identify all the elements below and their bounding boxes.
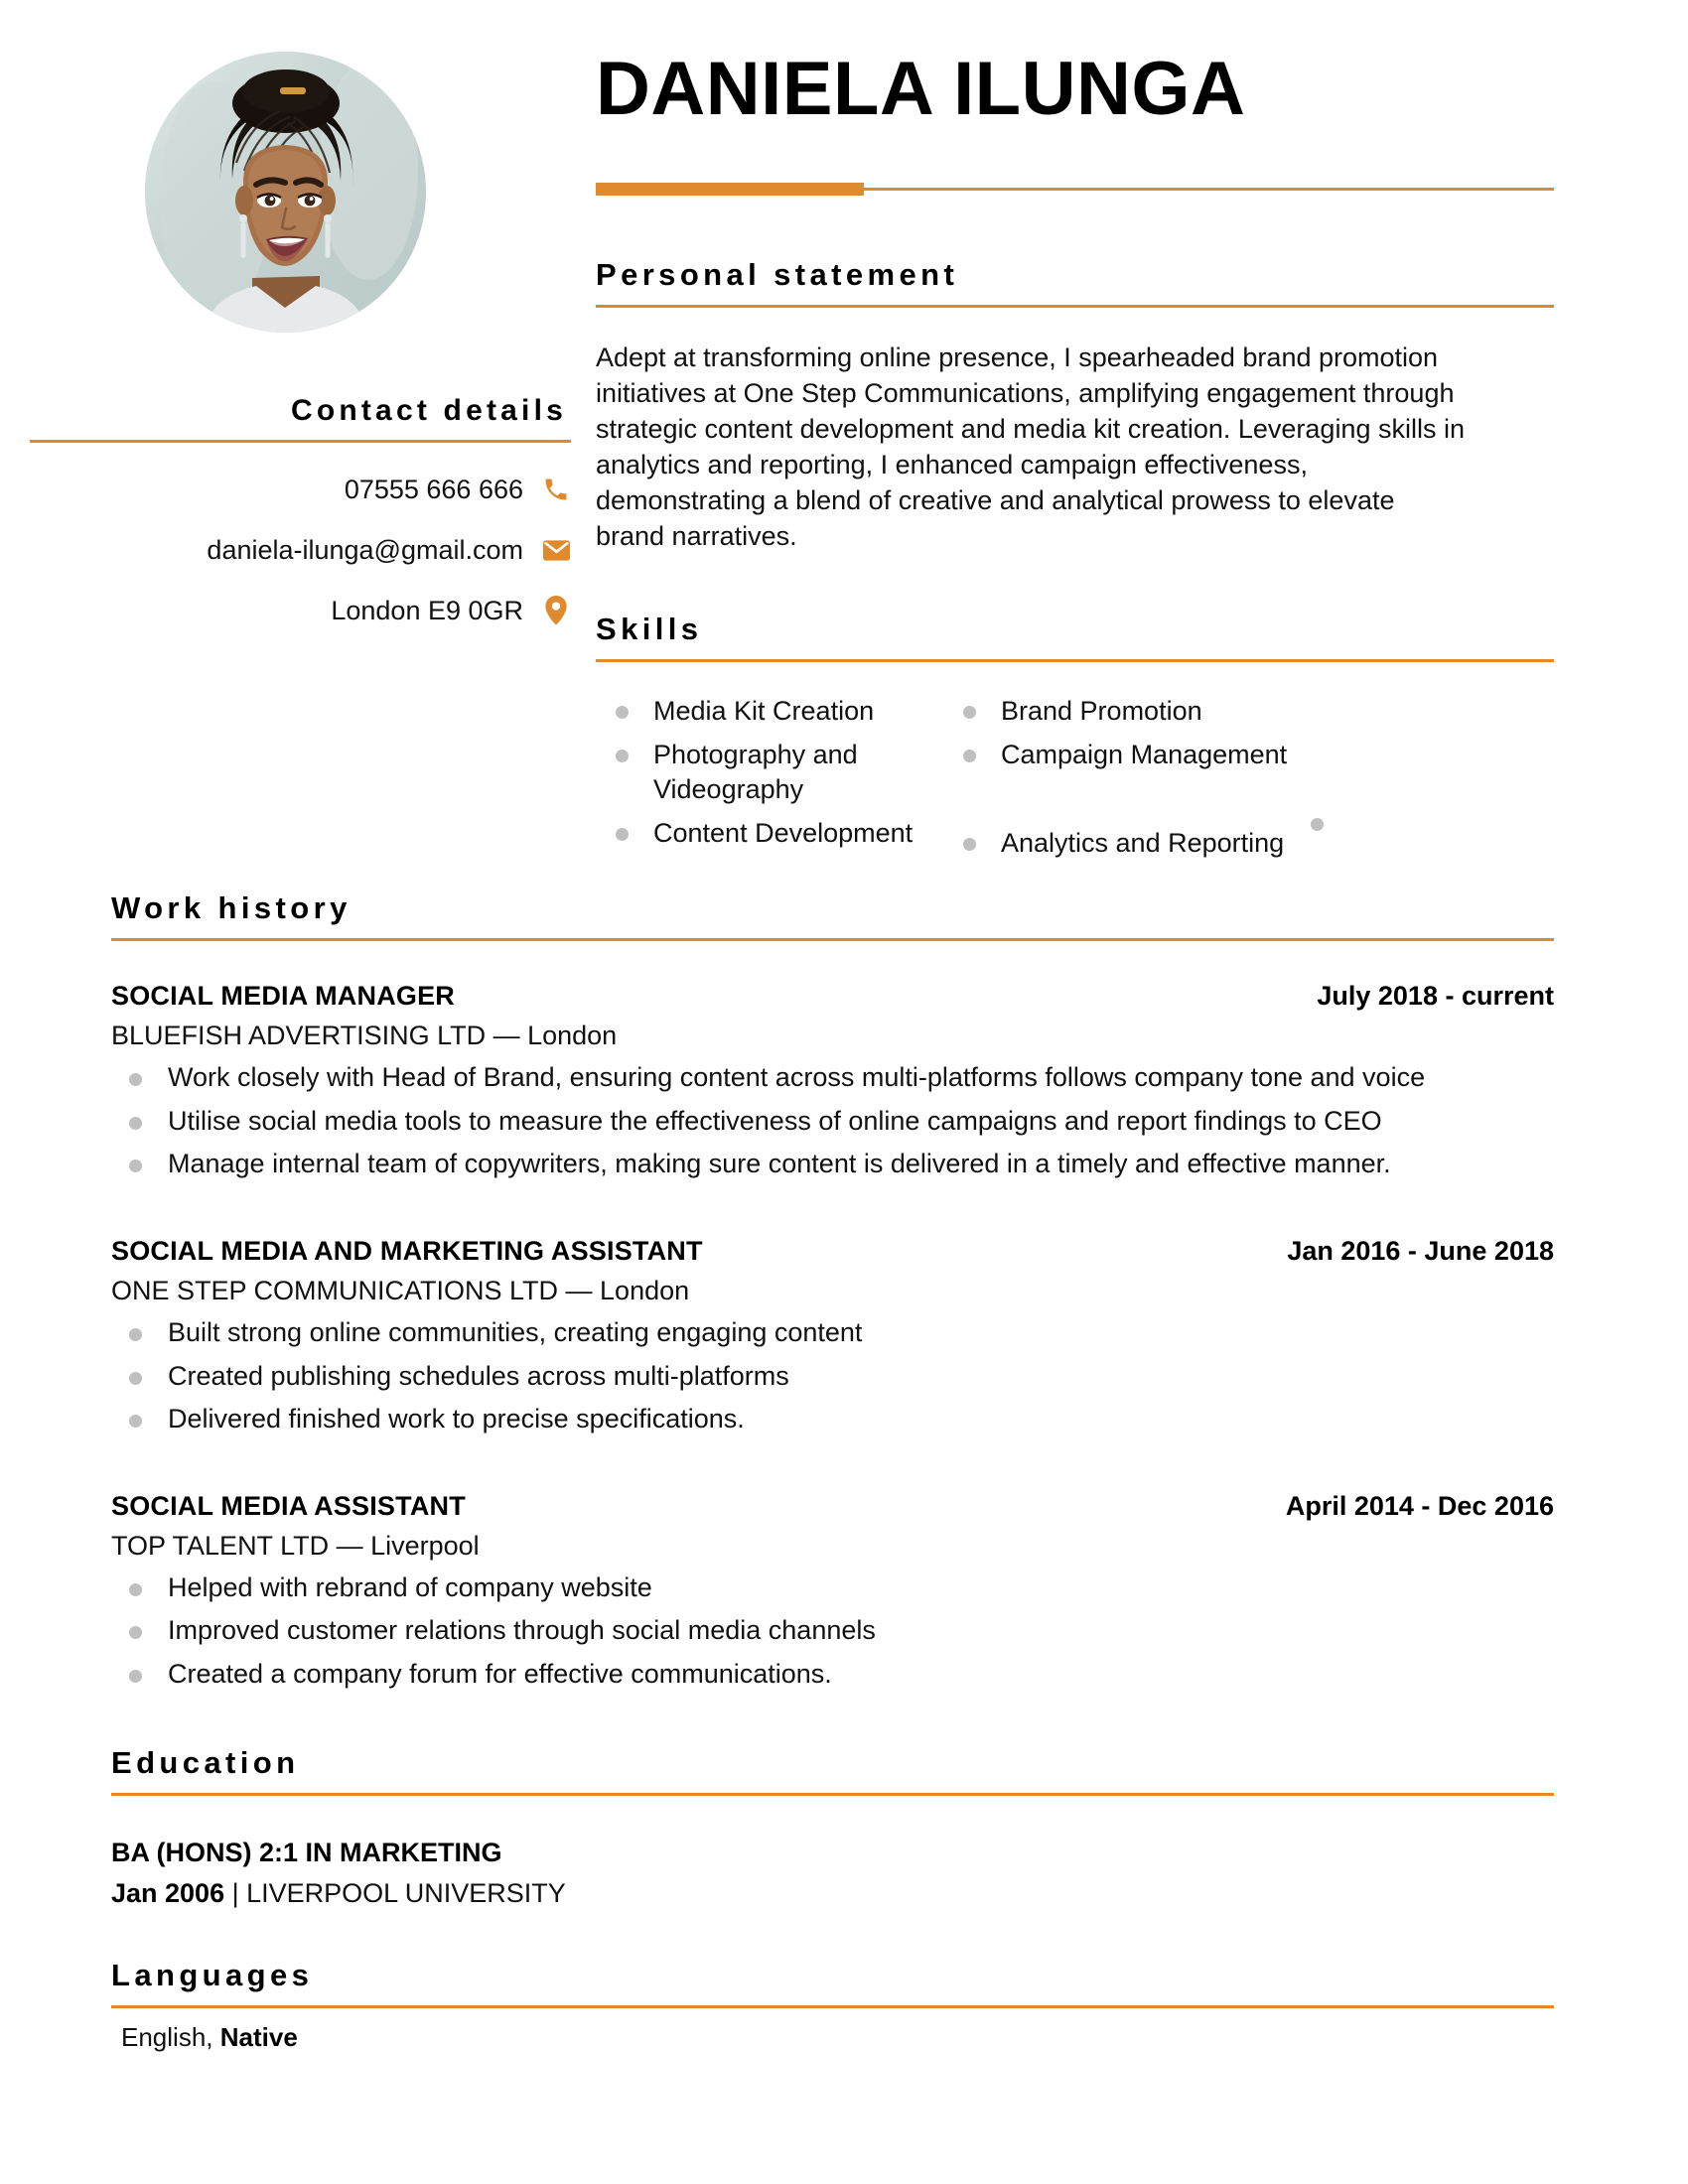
work-entry-head bbox=[111, 1491, 1554, 1522]
bullet-icon bbox=[129, 1328, 142, 1341]
contact-details-heading: Contact details bbox=[290, 394, 567, 427]
job-bullet-text: Manage internal team of copywriters, making sure content is delivered in a timely and effective manner. bbox=[168, 1149, 1391, 1179]
education-section bbox=[0, 1746, 1688, 1909]
skill-item bbox=[943, 694, 1291, 729]
job-bullets bbox=[111, 1570, 1554, 1693]
location-pin-icon bbox=[541, 596, 571, 625]
work-entry-head bbox=[111, 1236, 1554, 1267]
skills-heading: Skills bbox=[596, 611, 703, 646]
job-bullet bbox=[111, 1657, 1554, 1693]
job-company: ONE STEP COMMUNICATIONS LTD — London bbox=[111, 1275, 690, 1305]
job-bullet-text: Improved customer relations through social media channels bbox=[168, 1615, 876, 1646]
job-bullets bbox=[111, 1060, 1554, 1182]
education-date: Jan 2006 bbox=[111, 1877, 225, 1908]
bullet-icon bbox=[963, 750, 976, 762]
job-bullet bbox=[111, 1570, 1554, 1606]
job-bullet bbox=[111, 1613, 1554, 1649]
skills-column-2 bbox=[943, 694, 1291, 870]
job-title: SOCIAL MEDIA ASSISTANT bbox=[111, 1490, 466, 1521]
skills-grid bbox=[596, 694, 1554, 870]
personal-statement-heading: Personal statement bbox=[596, 257, 959, 292]
job-dates: April 2014 - Dec 2016 bbox=[1285, 1490, 1554, 1521]
bullet-icon bbox=[129, 1160, 142, 1172]
language-name: English, bbox=[121, 2021, 213, 2052]
name-rule-thick bbox=[596, 183, 864, 196]
work-entry bbox=[111, 981, 1554, 1182]
skill-item bbox=[943, 826, 1291, 861]
education-separator: | bbox=[231, 1877, 239, 1908]
job-dates: Jan 2016 - June 2018 bbox=[1287, 1235, 1554, 1266]
work-entry bbox=[111, 1236, 1554, 1437]
job-bullet-text: Created publishing schedules across multi-platforms bbox=[168, 1360, 789, 1391]
personal-statement-text: Adept at transforming online presence, I spearheaded brand promotion initiatives at One Step Communications, amplifying engagement through strategic content development and media kit creation. Leveraging skills in analytics and reporting, I enhanced campaign effectiveness, demonstrating a blend of creative and analytical prowess to elevate brand narratives. bbox=[596, 342, 1465, 551]
envelope-icon bbox=[541, 540, 571, 561]
job-bullet bbox=[111, 1402, 1554, 1437]
contact-details-section bbox=[0, 394, 596, 627]
bullet-icon bbox=[129, 1372, 142, 1385]
job-bullet bbox=[111, 1104, 1554, 1140]
education-rule bbox=[111, 1793, 1554, 1796]
phone-value: 07555 666 666 bbox=[344, 474, 523, 504]
job-title: SOCIAL MEDIA AND MARKETING ASSISTANT bbox=[111, 1235, 703, 1266]
contact-details-rule bbox=[30, 440, 571, 443]
education-heading: Education bbox=[111, 1744, 300, 1780]
bullet-icon bbox=[616, 706, 629, 719]
header-area bbox=[0, 0, 1688, 870]
work-history-rule bbox=[111, 938, 1554, 941]
bullet-icon bbox=[129, 1117, 142, 1130]
work-history-entries bbox=[111, 981, 1554, 1693]
bullet-icon bbox=[129, 1626, 142, 1639]
job-bullet bbox=[111, 1147, 1554, 1182]
bullet-icon bbox=[129, 1583, 142, 1596]
job-bullet bbox=[111, 1315, 1554, 1351]
skill-label: Campaign Management bbox=[1001, 739, 1288, 769]
bullet-icon bbox=[963, 706, 976, 719]
skill-label: Content Development bbox=[653, 817, 914, 848]
skill-label: Media Kit Creation bbox=[653, 695, 875, 726]
contact-row-location bbox=[30, 594, 571, 627]
languages-section bbox=[0, 1959, 1688, 2053]
work-history-heading: Work history bbox=[111, 889, 352, 925]
job-company: TOP TALENT LTD — Liverpool bbox=[111, 1530, 480, 1561]
skill-label: Analytics and Reporting bbox=[1001, 827, 1285, 858]
bullet-icon bbox=[129, 1415, 142, 1428]
skill-item bbox=[596, 738, 943, 807]
job-bullet-text: Helped with rebrand of company website bbox=[168, 1571, 652, 1602]
job-bullet-text: Work closely with Head of Brand, ensuring content across multi-platforms follows company tone and voice bbox=[168, 1062, 1426, 1092]
skills-rule bbox=[596, 659, 1554, 662]
profile-photo bbox=[145, 52, 426, 333]
languages-rule bbox=[111, 2005, 1554, 2008]
skill-item-empty bbox=[1291, 806, 1554, 831]
languages-entry bbox=[111, 2022, 1554, 2053]
page-title: DANIELA ILUNGA bbox=[596, 47, 1246, 131]
bullet-icon bbox=[616, 750, 629, 762]
language-level: Native bbox=[219, 2021, 298, 2052]
job-title: SOCIAL MEDIA MANAGER bbox=[111, 981, 456, 1011]
email-value: daniela-ilunga@gmail.com bbox=[207, 534, 523, 565]
skill-label: Photography and Videography bbox=[653, 739, 858, 804]
education-entry bbox=[111, 1838, 1554, 1909]
skill-item bbox=[596, 816, 943, 851]
bullet-icon bbox=[616, 828, 629, 841]
bullet-icon bbox=[963, 838, 976, 851]
languages-heading: Languages bbox=[111, 1957, 314, 1992]
profile-photo-wrapper bbox=[0, 52, 596, 333]
skill-item bbox=[596, 694, 943, 729]
work-entry-head bbox=[111, 981, 1554, 1012]
work-history-section bbox=[0, 891, 1688, 1693]
job-bullet-text: Created a company forum for effective communications. bbox=[168, 1659, 832, 1689]
right-column bbox=[596, 0, 1688, 870]
job-bullet bbox=[111, 1060, 1554, 1096]
personal-statement-rule bbox=[596, 305, 1554, 308]
job-bullet-text: Built strong online communities, creating engaging content bbox=[168, 1316, 863, 1347]
skill-label: Brand Promotion bbox=[1001, 695, 1202, 726]
job-dates: July 2018 - current bbox=[1317, 981, 1554, 1011]
education-institution: LIVERPOOL UNIVERSITY bbox=[246, 1877, 566, 1908]
job-company: BLUEFISH ADVERTISING LTD — London bbox=[111, 1021, 618, 1050]
bullet-icon bbox=[1311, 818, 1324, 831]
contact-row-phone bbox=[30, 473, 571, 506]
work-entry bbox=[111, 1491, 1554, 1693]
phone-icon bbox=[541, 476, 571, 503]
personal-statement-section bbox=[596, 258, 1554, 555]
job-bullet-text: Utilise social media tools to measure the effectiveness of online campaigns and report findings to CEO bbox=[168, 1105, 1382, 1136]
contact-row-email bbox=[30, 533, 571, 567]
bullet-icon bbox=[129, 1670, 142, 1683]
skills-column-1 bbox=[596, 694, 943, 870]
job-bullet-text: Delivered finished work to precise specifications. bbox=[168, 1404, 745, 1434]
location-value: London E9 0GR bbox=[331, 595, 523, 625]
name-accent-rule bbox=[596, 183, 1554, 197]
left-column bbox=[0, 0, 596, 654]
job-bullet bbox=[111, 1359, 1554, 1395]
skills-column-3 bbox=[1291, 694, 1554, 870]
skill-item bbox=[943, 738, 1291, 772]
bullet-icon bbox=[129, 1073, 142, 1086]
job-bullets bbox=[111, 1315, 1554, 1437]
skills-section bbox=[596, 613, 1554, 870]
education-meta bbox=[111, 1878, 1554, 1909]
contact-list bbox=[30, 473, 571, 627]
education-degree: BA (HONS) 2:1 IN MARKETING bbox=[111, 1837, 502, 1867]
